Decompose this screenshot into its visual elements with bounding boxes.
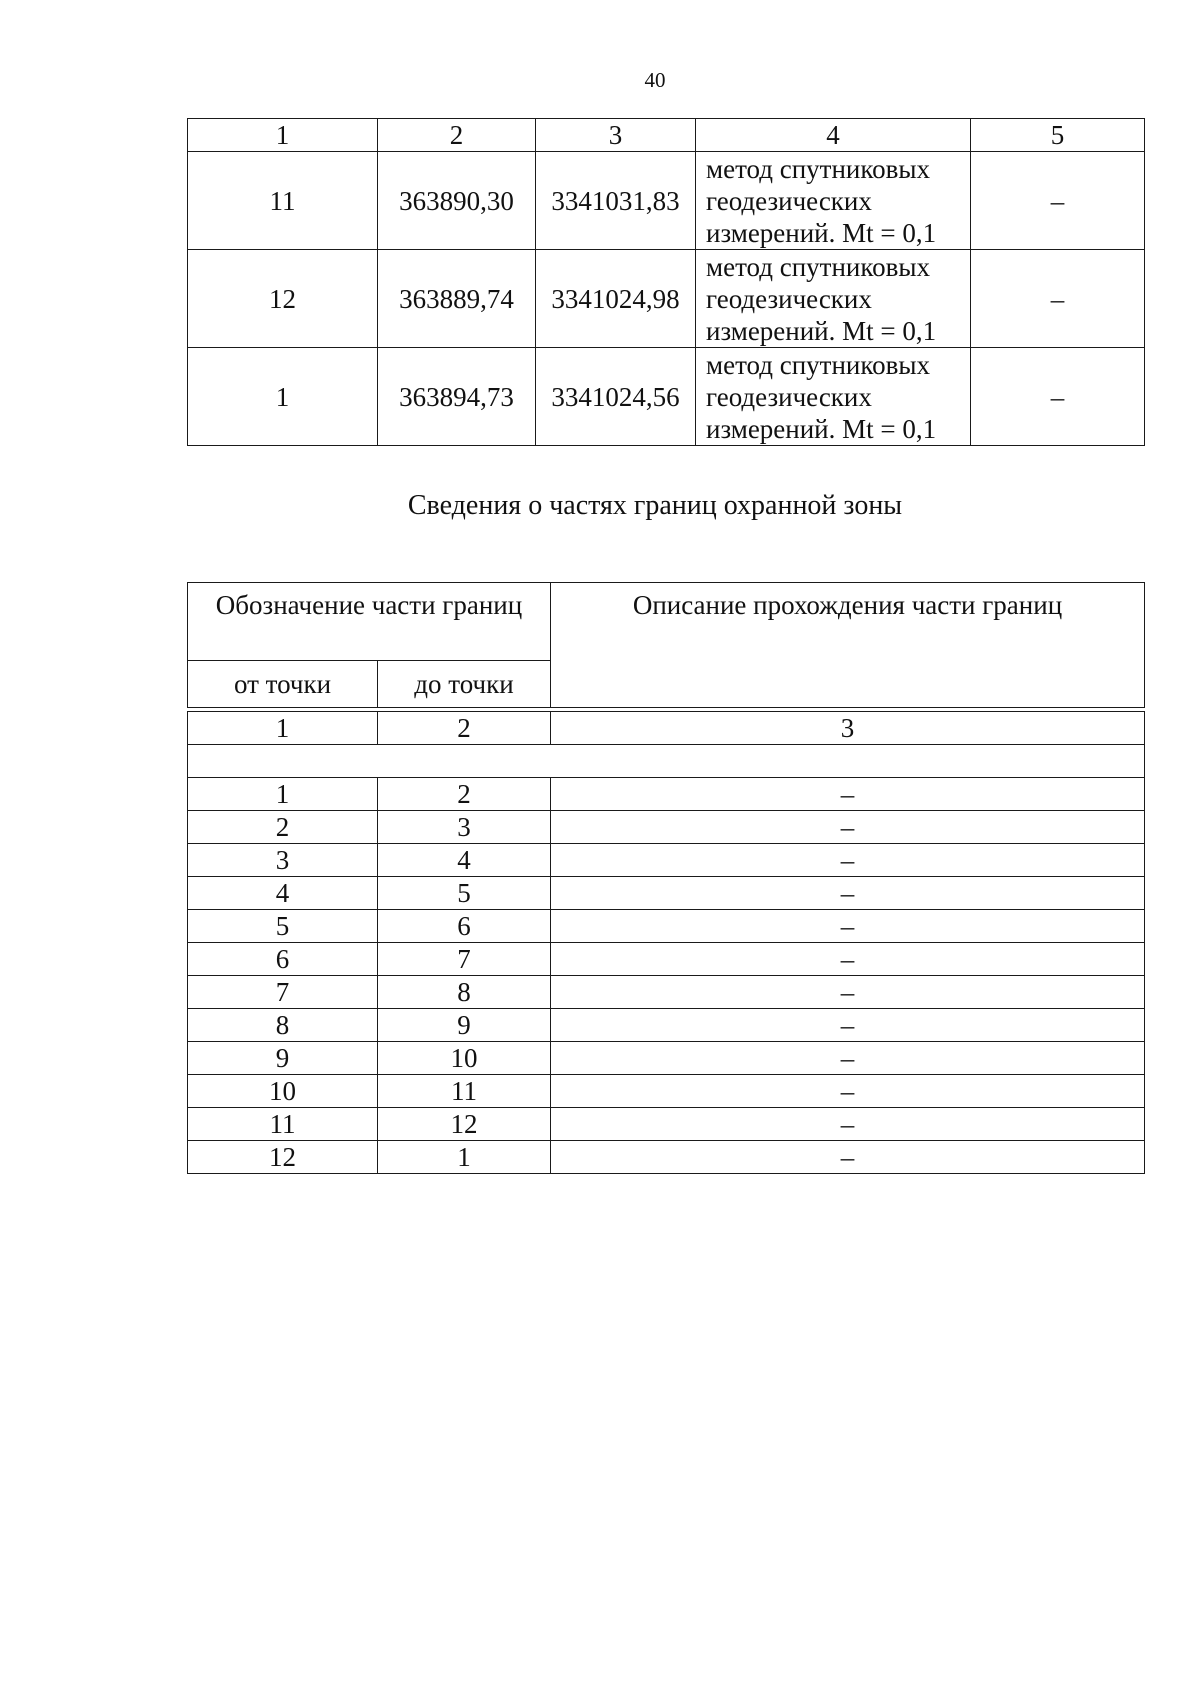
description-cell: – bbox=[551, 1042, 1145, 1075]
column-number: 2 bbox=[378, 119, 536, 152]
description-cell: – bbox=[551, 1075, 1145, 1108]
description-cell: – bbox=[551, 943, 1145, 976]
method-line: метод спутниковых bbox=[706, 349, 930, 380]
table-row bbox=[188, 778, 1145, 811]
from-point-cell: 9 bbox=[188, 1042, 378, 1075]
from-point-cell: 3 bbox=[188, 844, 378, 877]
description-header: Описание прохождения части границ bbox=[551, 583, 1145, 708]
point-cell: 11 bbox=[188, 152, 378, 250]
from-point-cell: 6 bbox=[188, 943, 378, 976]
note-cell: – bbox=[971, 152, 1145, 250]
to-point-cell: 12 bbox=[378, 1108, 551, 1141]
x-coordinate-cell: 363890,30 bbox=[378, 152, 536, 250]
to-point-header: до точки bbox=[378, 661, 551, 708]
from-point-cell: 1 bbox=[188, 778, 378, 811]
method-cell bbox=[696, 250, 971, 348]
from-point-cell: 2 bbox=[188, 811, 378, 844]
table-row bbox=[188, 976, 1145, 1009]
description-cell: – bbox=[551, 1009, 1145, 1042]
column-number: 3 bbox=[551, 712, 1145, 745]
table-row bbox=[188, 1075, 1145, 1108]
y-coordinate-cell: 3341031,83 bbox=[536, 152, 696, 250]
to-point-cell: 10 bbox=[378, 1042, 551, 1075]
to-point-cell: 6 bbox=[378, 910, 551, 943]
description-cell: – bbox=[551, 910, 1145, 943]
table-row bbox=[188, 943, 1145, 976]
column-number: 5 bbox=[971, 119, 1145, 152]
x-coordinate-cell: 363889,74 bbox=[378, 250, 536, 348]
table-row bbox=[188, 811, 1145, 844]
table-row bbox=[188, 844, 1145, 877]
to-point-cell: 4 bbox=[378, 844, 551, 877]
method-line: метод спутниковых bbox=[706, 153, 930, 184]
from-point-cell: 11 bbox=[188, 1108, 378, 1141]
x-coordinate-cell: 363894,73 bbox=[378, 348, 536, 446]
description-cell: – bbox=[551, 877, 1145, 910]
from-point-cell: 5 bbox=[188, 910, 378, 943]
method-line: измерений. Mt = 0,1 bbox=[706, 315, 937, 346]
column-number-row bbox=[188, 119, 1145, 152]
page-number: 40 bbox=[644, 68, 666, 92]
method-line: геодезических bbox=[706, 381, 872, 412]
boundary-parts-table bbox=[187, 582, 1145, 1174]
to-point-cell: 3 bbox=[378, 811, 551, 844]
table-row bbox=[188, 152, 1145, 250]
from-point-cell: 7 bbox=[188, 976, 378, 1009]
point-cell: 12 bbox=[188, 250, 378, 348]
method-line: измерений. Mt = 0,1 bbox=[706, 217, 937, 248]
description-cell: – bbox=[551, 844, 1145, 877]
table-row bbox=[188, 1042, 1145, 1075]
column-number: 1 bbox=[188, 119, 378, 152]
description-cell: – bbox=[551, 1108, 1145, 1141]
description-cell: – bbox=[551, 811, 1145, 844]
description-cell: – bbox=[551, 976, 1145, 1009]
from-point-cell: 10 bbox=[188, 1075, 378, 1108]
y-coordinate-cell: 3341024,98 bbox=[536, 250, 696, 348]
to-point-cell: 11 bbox=[378, 1075, 551, 1108]
table-row bbox=[188, 250, 1145, 348]
method-cell bbox=[696, 348, 971, 446]
to-point-cell: 2 bbox=[378, 778, 551, 811]
to-point-cell: 9 bbox=[378, 1009, 551, 1042]
table-row bbox=[188, 910, 1145, 943]
from-point-header: от точки bbox=[188, 661, 378, 708]
method-line: геодезических bbox=[706, 185, 872, 216]
from-point-cell: 8 bbox=[188, 1009, 378, 1042]
description-cell: – bbox=[551, 1141, 1145, 1174]
blank-cell bbox=[188, 745, 1145, 778]
from-point-cell: 4 bbox=[188, 877, 378, 910]
table-row bbox=[188, 877, 1145, 910]
method-line: геодезических bbox=[706, 283, 872, 314]
method-cell bbox=[696, 152, 971, 250]
column-number: 1 bbox=[188, 712, 378, 745]
description-cell: – bbox=[551, 778, 1145, 811]
header-row bbox=[188, 583, 1145, 661]
table-row bbox=[188, 1108, 1145, 1141]
method-line: измерений. Mt = 0,1 bbox=[706, 413, 937, 444]
section-title: Сведения о частях границ охранной зоны bbox=[407, 490, 903, 521]
coordinates-table bbox=[187, 118, 1145, 446]
to-point-cell: 8 bbox=[378, 976, 551, 1009]
to-point-cell: 7 bbox=[378, 943, 551, 976]
blank-row bbox=[188, 745, 1145, 778]
method-line: метод спутниковых bbox=[706, 251, 930, 282]
column-number-row bbox=[188, 712, 1145, 745]
column-number: 4 bbox=[696, 119, 971, 152]
table-row bbox=[188, 1141, 1145, 1174]
to-point-cell: 1 bbox=[378, 1141, 551, 1174]
to-point-cell: 5 bbox=[378, 877, 551, 910]
column-number: 3 bbox=[536, 119, 696, 152]
y-coordinate-cell: 3341024,56 bbox=[536, 348, 696, 446]
column-number: 2 bbox=[378, 712, 551, 745]
designation-header: Обозначение части границ bbox=[188, 583, 551, 661]
table-row bbox=[188, 1009, 1145, 1042]
note-cell: – bbox=[971, 348, 1145, 446]
from-point-cell: 12 bbox=[188, 1141, 378, 1174]
point-cell: 1 bbox=[188, 348, 378, 446]
table-row bbox=[188, 348, 1145, 446]
note-cell: – bbox=[971, 250, 1145, 348]
